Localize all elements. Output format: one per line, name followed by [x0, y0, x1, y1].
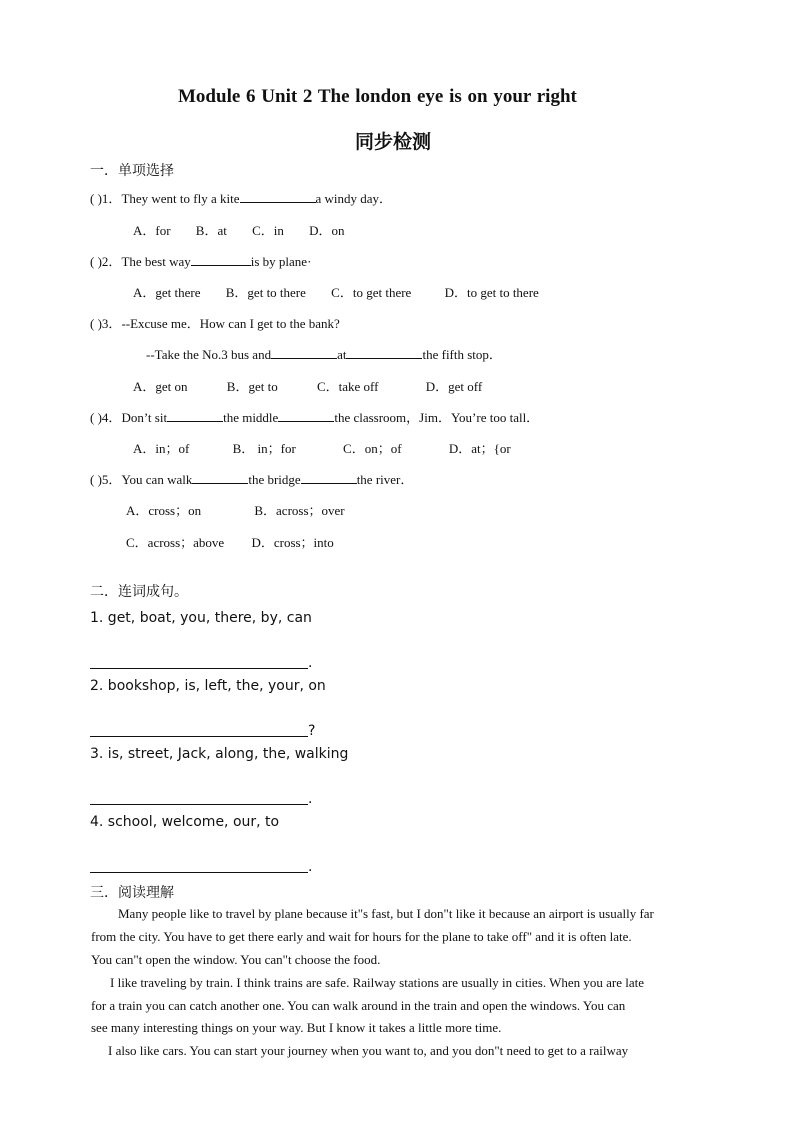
question-text: at: [337, 347, 347, 362]
answer-blank[interactable]: [301, 471, 357, 484]
options-row: [133, 438, 511, 457]
word-list-3: 3. is, street, Jack, along, the, walking: [90, 746, 349, 762]
answer-paren[interactable]: ( ): [90, 191, 102, 206]
passage-line: I like traveling by train. I think trains are safe. Railway stations are usually in cities. When you are late: [110, 975, 645, 990]
passage-line: see many interesting things on your way. But I know it takes a little more time.: [91, 1020, 502, 1035]
question-text: is by plane·: [250, 254, 312, 269]
options-row: [126, 532, 334, 551]
section-heading-reading: 三．阅读理解: [90, 885, 174, 901]
section-heading-multiple-choice: 一．单项选择: [90, 163, 174, 179]
answer-blank[interactable]: [240, 190, 316, 203]
answer-paren[interactable]: ( ): [90, 472, 102, 487]
option-a[interactable]: A．in；of: [133, 441, 190, 456]
question-number: 5．: [101, 472, 122, 487]
option-b[interactable]: B．get to there: [225, 285, 306, 300]
option-b[interactable]: B．across；over: [254, 503, 345, 518]
answer-line-1[interactable]: [90, 668, 308, 669]
line-end-mark: .: [308, 859, 313, 875]
question-text: The best way: [121, 254, 191, 269]
answer-blank[interactable]: [278, 409, 334, 422]
option-c[interactable]: C．to get there: [331, 285, 412, 300]
option-d[interactable]: D．on: [309, 223, 345, 238]
question-text: --Take the No.3 bus and: [146, 347, 272, 362]
question-number: 2．: [101, 254, 122, 269]
option-a[interactable]: A．cross；on: [126, 503, 202, 518]
option-c[interactable]: C．on；of: [343, 441, 402, 456]
options-row: [133, 220, 345, 239]
question-number: 1．: [101, 191, 122, 206]
option-d[interactable]: D．at；{or: [448, 441, 511, 456]
question-text: the bridge: [248, 472, 301, 487]
option-c[interactable]: C．in: [252, 223, 284, 238]
answer-blank[interactable]: [192, 471, 248, 484]
question-4: [90, 407, 539, 426]
answer-line-4[interactable]: [90, 872, 308, 873]
question-text: They went to fly a kite: [121, 191, 240, 206]
question-text: a windy day．: [315, 191, 393, 206]
answer-blank[interactable]: [167, 409, 223, 422]
option-c[interactable]: C．take off: [316, 379, 379, 394]
options-row: [133, 282, 539, 301]
option-a[interactable]: A．get on: [133, 379, 188, 394]
question-number: 3．: [101, 316, 122, 331]
question-3-line-2: [146, 344, 502, 363]
answer-paren[interactable]: ( ): [90, 410, 102, 425]
question-3: [90, 313, 340, 332]
word-list-2: 2. bookshop, is, left, the, your, on: [90, 678, 326, 694]
question-2: [90, 251, 311, 270]
word-list-4: 4. school, welcome, our, to: [90, 814, 280, 830]
question-text: the classroom，Jim．You’re too tall．: [334, 410, 540, 425]
passage-line: Many people like to travel by plane because it"s fast, but I don"t like it because an airport is usually far: [118, 906, 654, 921]
question-1: [90, 188, 392, 207]
passage-line: from the city. You have to get there early and wait for hours for the plane to take off" and it is often late.: [91, 929, 632, 944]
passage-line: I also like cars. You can start your journey when you want to, and you don"t need to get to a railway: [108, 1043, 629, 1058]
option-b[interactable]: B．get to: [226, 379, 278, 394]
answer-line-3[interactable]: [90, 804, 308, 805]
answer-paren[interactable]: ( ): [90, 254, 102, 269]
question-text: You can walk: [121, 472, 193, 487]
question-text: the river．: [356, 472, 414, 487]
question-5: [90, 469, 413, 488]
page-title: Module 6 Unit 2 The london eye is on your right: [178, 86, 577, 107]
option-d[interactable]: D．get off: [425, 379, 483, 394]
section-heading-sentence-building: 二．连词成句。: [90, 584, 188, 600]
option-b[interactable]: B．at: [195, 223, 227, 238]
option-d[interactable]: D．cross；into: [251, 535, 334, 550]
question-text: Don’t sit: [121, 410, 168, 425]
option-a[interactable]: A．for: [133, 223, 171, 238]
question-text: --Excuse me．How can I get to the bank?: [121, 316, 340, 331]
option-d[interactable]: D．to get to there: [444, 285, 539, 300]
word-list-1: 1. get, boat, you, there, by, can: [90, 610, 312, 626]
answer-blank[interactable]: [346, 346, 422, 359]
question-text: the middle: [223, 410, 279, 425]
answer-blank[interactable]: [271, 346, 337, 359]
option-a[interactable]: A．get there: [133, 285, 201, 300]
option-b[interactable]: B． in；for: [232, 441, 296, 456]
passage-line: for a train you can catch another one. You can walk around in the train and open the windows. You can: [91, 998, 626, 1013]
question-number: 4．: [101, 410, 122, 425]
page-subtitle: 同步检测: [355, 131, 432, 153]
answer-paren[interactable]: ( ): [90, 316, 102, 331]
question-text: the fifth stop．: [422, 347, 502, 362]
line-end-mark: ?: [308, 723, 316, 739]
answer-line-2[interactable]: [90, 736, 308, 737]
answer-blank[interactable]: [191, 253, 251, 266]
line-end-mark: .: [308, 791, 313, 807]
options-row: [126, 500, 345, 519]
option-c[interactable]: C．across；above: [126, 535, 225, 550]
options-row: [133, 376, 482, 395]
line-end-mark: .: [308, 655, 313, 671]
passage-line: You can"t open the window. You can"t choose the food.: [91, 952, 381, 967]
